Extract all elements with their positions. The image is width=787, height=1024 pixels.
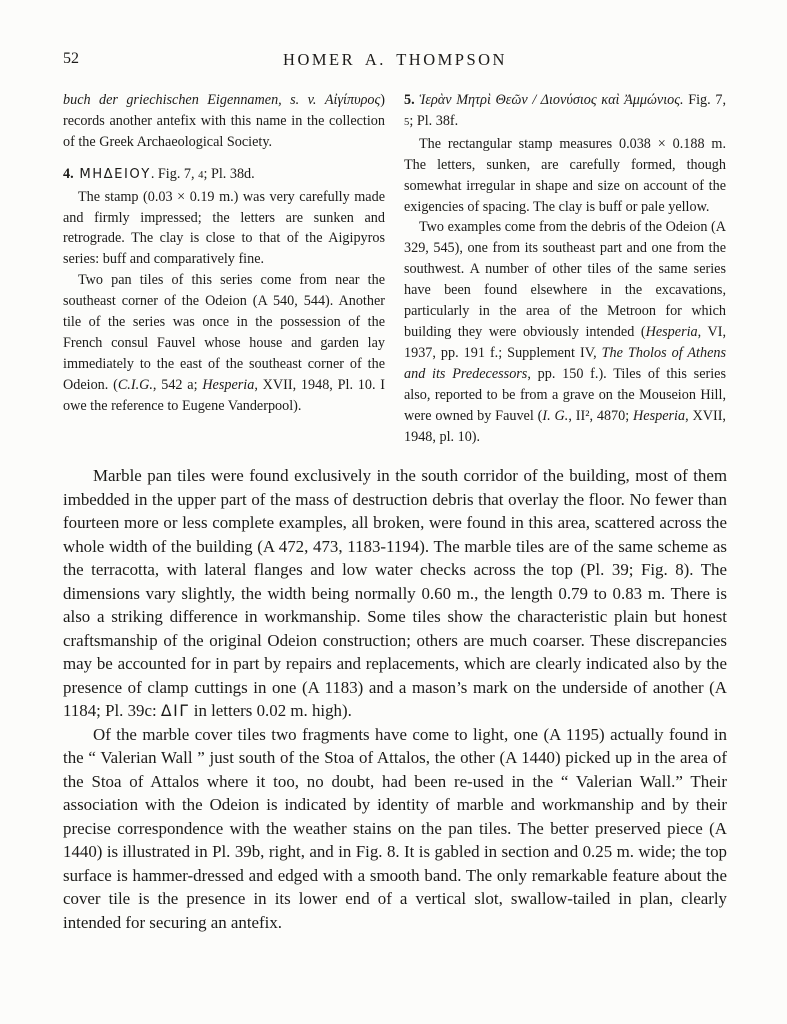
running-title: HOMER A. THOMPSON: [283, 50, 507, 69]
entry-5-paragraph: [404, 134, 726, 218]
text-run: , XVII, 1948, Pl. 10. I owe the reference to Eugene Vanderpool).: [63, 376, 386, 414]
text-run: buch der griechischen Eigennamen, s. v.: [63, 92, 325, 108]
text-run: 5.: [404, 92, 415, 108]
text-run: C.I.G.: [117, 376, 153, 393]
text-run: 5: [404, 116, 410, 128]
text-run: , 542 a;: [152, 376, 203, 393]
text-run: , XVII, 1948, pl. 10).: [404, 407, 726, 445]
text-run: I. G.: [542, 407, 569, 424]
main-paragraph: [63, 723, 727, 935]
main-paragraph: [63, 464, 727, 723]
text-run: Marble pan tiles were found exclusively in the south corridor of the building, most of them imbedded in the upper part of the mass of destruction debris that overlay the floor. No fewer than fourteen more or less complete examples, all broken, were found in this area, scattered across the whole width of the building (A 472, 473, 1183-1194). The marble tiles are of the same scheme as the terracotta, with lateral flanges and low water checks across the top (Pl. 39; Fig. 8). The dimensions vary slightly, the width being normally 0.60 m., the length 0.79 to 0.83 m. There is also a striking difference in workmanship. Some tiles show the characteristic plain but honest craftsmanship of the original Odeion construction; others are much coarser. These discrepancies may be accounted for in part by repairs and replacements, which are clearly indicated also by the presence of clamp cuttings in one (A 1183) and a mason’s mark on the underside of another (A 1184; Pl. 39c:: [63, 466, 727, 721]
continuation-paragraph: [63, 90, 385, 153]
text-run: The Tholos of Athens and its Predecessors: [404, 344, 727, 382]
right-column: [404, 90, 726, 447]
text-run: Hesperia: [202, 376, 255, 393]
text-run: The stamp (0.03 × 0.19 m.) was very carefully made and firmly impressed; the letters are sunken and retrograde. The clay is close to that of the Aigipyros series: buff and comparatively fine.: [63, 188, 385, 268]
entry-5-heading: [404, 90, 726, 134]
text-run: , II², 4870;: [568, 407, 634, 424]
text-run: 4: [198, 169, 204, 181]
text-run: . Fig. 7,: [150, 165, 199, 182]
two-column-catalogue-section: [63, 90, 727, 447]
text-run: in letters 0.02 m. high).: [189, 701, 352, 721]
text-run: Fig. 7,: [683, 92, 726, 108]
entry-4-paragraph: [63, 187, 385, 271]
left-column: [63, 90, 385, 447]
text-run: ΜΗΔΕΙΟΥ: [73, 166, 151, 182]
text-run: , pp. 150 f.). Tiles of this series also, reported to be from a grave on the Mouseion Hill, were owned by Fauvel (: [404, 365, 726, 424]
text-run: 4.: [63, 165, 74, 182]
text-run: Hesperia: [633, 407, 686, 424]
text-run: ; Pl. 38f.: [409, 112, 459, 129]
entry-4-heading: [63, 164, 385, 187]
text-run: The rectangular stamp measures 0.038 × 0.188 m. The letters, sunken, are carefully formed, though somewhat irregular in shape and size on account of the exigencies of spacing. The clay is buff or pale yellow.: [404, 135, 726, 215]
text-run: Ἱερὰν Μητρὶ Θεῶν / Διονύσιος καὶ Ἀμμώνιος.: [414, 92, 684, 108]
page-header: [63, 50, 727, 72]
page-number: 52: [63, 50, 79, 67]
text-run: ; Pl. 38d.: [203, 165, 255, 182]
entry-4-paragraph: [63, 270, 385, 416]
text-run: ΔΙΓ: [160, 701, 190, 721]
main-text-section: [63, 464, 727, 934]
text-run: Two pan tiles of this series come from near the southeast corner of the Odeion (A 540, 544). Another tile of the series was once in the possession of the French consul Fauvel whose house and garden lay immediately to the east of the southeast corner of the Odeion. (: [63, 272, 385, 393]
text-run: Of the marble cover tiles two fragments have come to light, one (A 1195) actually found in the “ Valerian Wall ” just south of the Stoa of Attalos, the other (A 1440) picked up in the area of the Stoa of Attalos where it too, no doubt, had been re-used in the “ Valerian Wall.” Their association with the Odeion is indicated by identity of marble and workmanship and by their precise correspondence with the weather stains on the pan tiles. The better preserved piece (A 1440) is illustrated in Pl. 39b, right, and in Fig. 8. It is gabled in section and 0.25 m. wide; the top surface is hammer-dressed and edged with a smooth band. The only remarkable feature about the cover tile is the presence in its lower end of a vertical slot, swallow-tailed in plan, clearly intended for securing an antefix.: [63, 724, 727, 932]
text-run: , VI, 1937, pp. 191 f.; Supplement IV,: [404, 323, 726, 361]
entry-5-paragraph: [404, 217, 726, 447]
text-run: Two examples come from the debris of the Odeion (A 329, 545), one from its southeast part and one from the southwest. A number of other tiles of the same series have been found elsewhere in the excavations, particularly in the area of the Metroon for which building they were obviously intended (: [404, 219, 726, 340]
text-run: ) records another antefix with this name in the collection of the Greek Archaeological Society.: [63, 92, 385, 150]
text-run: Hesperia: [645, 323, 698, 340]
text-run: Αἰγίπυρος: [324, 92, 381, 108]
